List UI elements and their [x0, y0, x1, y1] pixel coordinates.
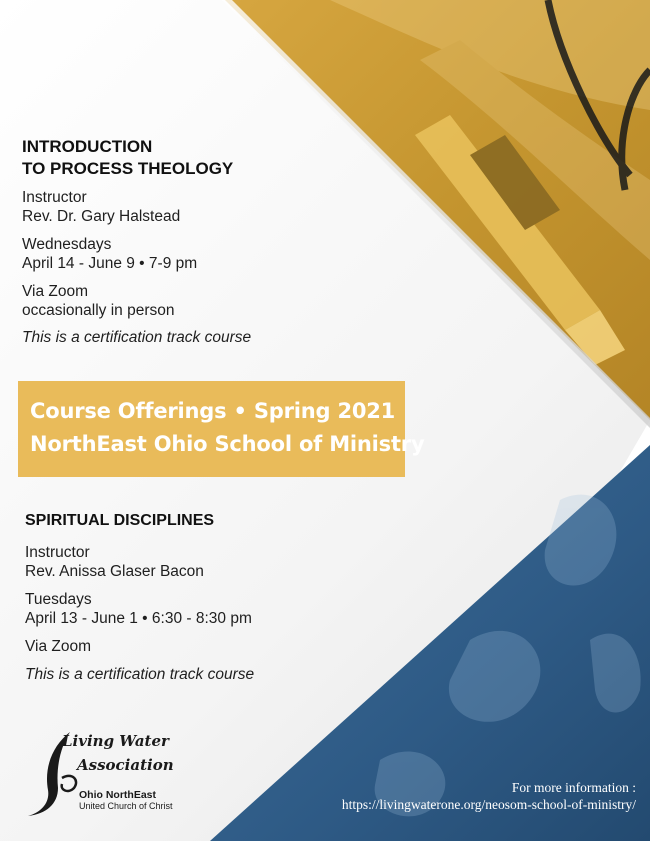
- more-info-label: For more information :: [511, 780, 636, 795]
- course1-instructor-label: Instructor: [22, 189, 87, 206]
- course2-instructor-label: Instructor: [25, 544, 90, 561]
- course2-note: This is a certification track course: [25, 666, 255, 683]
- course2-title: SPIRITUAL DISCIPLINES: [25, 512, 215, 529]
- logo-line4: United Church of Christ: [79, 801, 173, 811]
- logo-line1: Living Water: [62, 732, 169, 750]
- course2-block: [25, 510, 254, 684]
- more-info-block: [342, 779, 636, 813]
- course-offerings-banner: [18, 381, 425, 477]
- more-info-url[interactable]: https://livingwaterone.org/neosom-school-of-ministry/: [341, 797, 636, 812]
- course1-day: Wednesdays: [22, 236, 112, 253]
- course2-schedule: April 13 - June 1 • 6:30 - 8:30 pm: [25, 610, 252, 627]
- banner-line1: Course Offerings • Spring 2021: [30, 399, 396, 423]
- course2-day: Tuesdays: [25, 591, 92, 608]
- course1-block: [22, 136, 251, 347]
- banner-line2: NorthEast Ohio School of Ministry: [30, 432, 425, 456]
- logo-line2: Association: [77, 756, 174, 774]
- course1-location-line2: occasionally in person: [22, 302, 175, 319]
- course2-instructor-name: Rev. Anissa Glaser Bacon: [25, 563, 204, 580]
- living-water-association-logo: [22, 728, 192, 818]
- course1-schedule: April 14 - June 9 • 7-9 pm: [22, 255, 198, 272]
- logo-line3: Ohio NorthEast: [79, 789, 157, 801]
- course1-location-line1: Via Zoom: [22, 283, 89, 300]
- course1-note: This is a certification track course: [22, 329, 252, 346]
- course1-instructor-name: Rev. Dr. Gary Halstead: [22, 208, 181, 225]
- course1-title-line2: TO PROCESS THEOLOGY: [22, 159, 234, 178]
- course1-title-line1: INTRODUCTION: [22, 137, 153, 156]
- course2-location: Via Zoom: [25, 638, 92, 655]
